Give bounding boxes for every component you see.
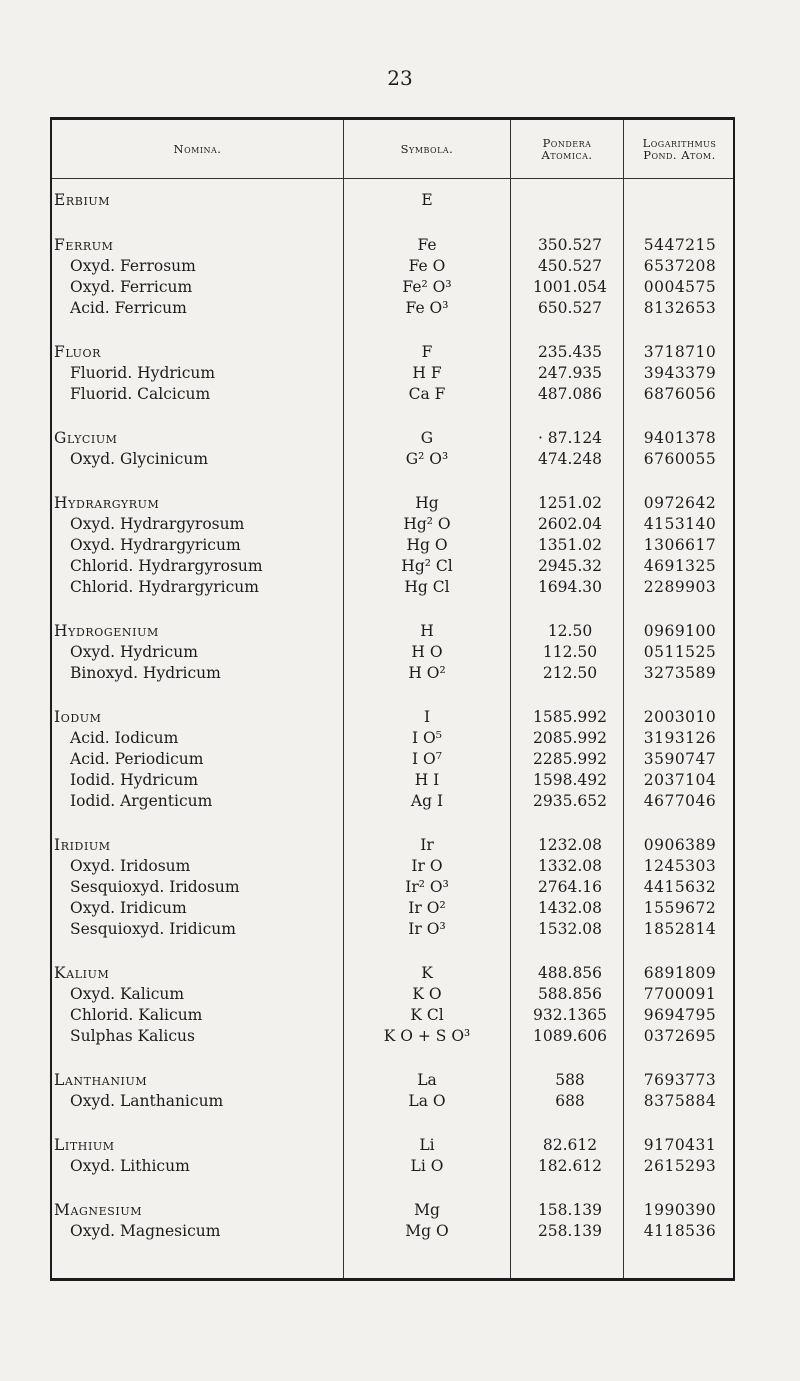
table-row [52,514,733,535]
row-name: Oxyd. Glycinicum [70,450,209,468]
row-name: Acid. Ferricum [70,299,187,317]
row-logarithm: 7693773 [643,1071,717,1089]
row-logarithm: 3943379 [643,364,717,382]
row-symbol: G [420,429,434,447]
row-atomic-weight: 2085.992 [533,729,607,747]
row-symbol: H F [412,364,442,382]
row-symbol: I O⁷ [412,750,442,768]
row-name: Kalium [54,964,110,982]
row-logarithm: 6876056 [643,385,717,403]
row-name: Oxyd. Hydricum [70,643,198,661]
row-symbol: Fe O³ [405,299,449,317]
row-logarithm: 8375884 [643,1092,717,1110]
row-atomic-weight: 932.1365 [533,1006,607,1024]
row-atomic-weight: 688 [555,1092,585,1110]
row-symbol: Ir [420,836,434,854]
header-symbola: Symbola. [400,142,454,156]
row-name: Acid. Iodicum [70,729,179,747]
table-row [52,663,733,684]
row-logarithm: 7700091 [643,985,717,1003]
row-logarithm: 9694795 [643,1006,717,1024]
row-name: Sulphas Kalicus [70,1027,195,1045]
row-logarithm: 2615293 [643,1157,717,1175]
row-atomic-weight: 2285.992 [533,750,607,768]
row-symbol: Fe O [408,257,446,275]
row-name: Oxyd. Ferrosum [70,257,196,275]
row-symbol: F [421,343,433,361]
table-row [52,1070,733,1091]
row-symbol: H I [414,771,440,789]
row-atomic-weight: 212.50 [542,664,598,682]
row-logarithm: 5447215 [643,236,717,254]
row-logarithm: 2037104 [643,771,717,789]
table-row [52,342,733,363]
row-name: Iodid. Hydricum [70,771,199,789]
table-row [52,1156,733,1177]
table-row [52,770,733,791]
row-atomic-weight: 1432.08 [537,899,603,917]
row-atomic-weight: 247.935 [537,364,603,382]
row-logarithm: 8132653 [643,299,717,317]
table-row [52,749,733,770]
row-symbol: Ir O² [408,899,446,917]
row-name: Oxyd. Iridicum [70,899,187,917]
row-symbol: K O + S O³ [383,1027,471,1045]
row-symbol: Ag I [410,792,444,810]
row-name: Lithium [54,1136,115,1154]
row-atomic-weight: 2602.04 [537,515,603,533]
row-symbol: Fe² O³ [402,278,452,296]
row-logarithm: 6537208 [643,257,717,275]
table-row [52,1221,733,1242]
row-atomic-weight: 1089.606 [533,1027,607,1045]
table-row [52,728,733,749]
row-atomic-weight: 2935.652 [533,792,607,810]
row-name: Chlorid. Hydrargyricum [70,578,259,596]
row-name: Fluor [54,343,102,361]
table-row [52,835,733,856]
row-name: Sesquioxyd. Iridosum [70,878,240,896]
row-logarithm: 4153140 [643,515,717,533]
table-row [52,984,733,1005]
row-name: Oxyd. Kalicum [70,985,185,1003]
table-row [52,1026,733,1047]
row-symbol: H [420,622,434,640]
row-name: Chlorid. Hydrargyrosum [70,557,263,575]
table-row [52,363,733,384]
row-logarithm: 2003010 [643,708,717,726]
row-symbol: Ca F [408,385,446,403]
row-logarithm: 1306617 [643,536,717,554]
row-logarithm: 1990390 [643,1201,717,1219]
row-atomic-weight: 488.856 [537,964,603,982]
row-atomic-weight: 1532.08 [537,920,603,938]
row-symbol: H O² [408,664,446,682]
row-name: Binoxyd. Hydricum [70,664,221,682]
table-row [52,256,733,277]
row-symbol: La O [408,1092,446,1110]
row-symbol: Hg [415,494,439,512]
row-symbol: Fe [417,236,437,254]
row-name: Fluorid. Hydricum [70,364,216,382]
row-name: Oxyd. Lithicum [70,1157,190,1175]
row-symbol: Mg [414,1201,440,1219]
header-divider [52,178,733,179]
row-symbol: K O [412,985,442,1003]
row-name: Erbium [54,191,111,209]
row-atomic-weight: 258.139 [537,1222,603,1240]
row-name: Magnesium [54,1201,143,1219]
table-row [52,1091,733,1112]
row-name: Hydrargyrum [54,494,160,512]
table-row [52,384,733,405]
row-atomic-weight: 588 [555,1071,585,1089]
row-logarithm: 1245303 [643,857,717,875]
table-row [52,298,733,319]
row-logarithm: 3193126 [643,729,717,747]
row-logarithm: 6891809 [643,964,717,982]
header-logarithmus: Logarithmus Pond. Atom. [642,136,717,162]
row-name: Oxyd. Hydrargyricum [70,536,241,554]
row-atomic-weight: 474.248 [537,450,603,468]
row-atomic-weight: 350.527 [537,236,603,254]
row-atomic-weight: 158.139 [537,1201,603,1219]
row-atomic-weight: 487.086 [537,385,603,403]
row-logarithm: 4415632 [643,878,717,896]
table-row [52,1005,733,1026]
row-atomic-weight: 588.856 [537,985,603,1003]
table-row [52,235,733,256]
table-row [52,898,733,919]
row-atomic-weight: 182.612 [537,1157,603,1175]
row-symbol: I [423,708,431,726]
row-symbol: G² O³ [405,450,449,468]
row-symbol: K [421,964,433,982]
table-row [52,621,733,642]
table-row [52,1200,733,1221]
atomic-weights-table [50,117,735,1281]
row-symbol: I O⁵ [412,729,442,747]
row-name: Iridium [54,836,111,854]
row-symbol: Li O [410,1157,444,1175]
row-name: Sesquioxyd. Iridicum [70,920,236,938]
row-atomic-weight: 12.50 [547,622,593,640]
table-row [52,556,733,577]
row-symbol: Mg O [405,1222,449,1240]
row-atomic-weight: 1232.08 [537,836,603,854]
row-logarithm: 0372695 [643,1027,717,1045]
table-row [52,577,733,598]
table-row [52,535,733,556]
row-logarithm: 3718710 [643,343,717,361]
row-logarithm: 0511525 [643,643,717,661]
row-symbol: E [421,191,433,209]
row-logarithm: 0906389 [643,836,717,854]
table-row [52,428,733,449]
row-name: Iodum [54,708,102,726]
row-name: Acid. Periodicum [70,750,204,768]
row-atomic-weight: 450.527 [537,257,603,275]
table-row [52,856,733,877]
page-number: 23 [387,66,413,90]
row-logarithm: 0004575 [643,278,717,296]
row-logarithm: 6760055 [643,450,717,468]
table-row [52,963,733,984]
table-row [52,791,733,812]
row-atomic-weight: 1585.992 [533,708,607,726]
table-row [52,642,733,663]
header-nomina: Nomina. [173,142,222,156]
header-pondera: Pondera Atomica. [541,136,593,162]
row-symbol: H O [411,643,443,661]
row-name: Hydrogenium [54,622,159,640]
row-symbol: Li [419,1136,435,1154]
row-logarithm: 0972642 [643,494,717,512]
row-atomic-weight: 1001.054 [533,278,607,296]
row-name: Chlorid. Kalicum [70,1006,203,1024]
row-atomic-weight: 1251.02 [537,494,603,512]
row-atomic-weight: 1598.492 [533,771,607,789]
row-symbol: Ir O³ [408,920,446,938]
row-logarithm: 1852814 [643,920,717,938]
table-row [52,919,733,940]
row-logarithm: 4691325 [643,557,717,575]
row-name: Lanthanium [54,1071,148,1089]
row-symbol: La [417,1071,437,1089]
table-row [52,449,733,470]
row-logarithm: 3590747 [643,750,717,768]
row-atomic-weight: 2764.16 [537,878,603,896]
row-atomic-weight: · 87.124 [537,429,603,447]
table-row [52,1135,733,1156]
row-name: Oxyd. Ferricum [70,278,193,296]
table-row [52,877,733,898]
table-row [52,190,733,211]
table-row [52,277,733,298]
row-symbol: Hg² O [403,515,451,533]
row-atomic-weight: 235.435 [537,343,603,361]
row-logarithm: 3273589 [643,664,717,682]
row-name: Iodid. Argenticum [70,792,213,810]
row-logarithm: 1559672 [643,899,717,917]
row-atomic-weight: 82.612 [542,1136,598,1154]
row-name: Fluorid. Calcicum [70,385,211,403]
row-atomic-weight: 1332.08 [537,857,603,875]
row-logarithm: 4118536 [643,1222,717,1240]
row-atomic-weight: 1351.02 [537,536,603,554]
row-name: Oxyd. Hydrargyrosum [70,515,245,533]
row-symbol: Hg² Cl [401,557,453,575]
table-row [52,493,733,514]
row-logarithm: 9170431 [643,1136,717,1154]
table-row [52,707,733,728]
row-logarithm: 4677046 [643,792,717,810]
row-atomic-weight: 1694.30 [537,578,603,596]
row-symbol: Hg O [406,536,448,554]
row-atomic-weight: 2945.32 [537,557,603,575]
row-name: Oxyd. Magnesicum [70,1222,221,1240]
row-logarithm: 9401378 [643,429,717,447]
row-logarithm: 0969100 [643,622,717,640]
row-symbol: K Cl [410,1006,444,1024]
row-logarithm: 2289903 [643,578,717,596]
row-atomic-weight: 112.50 [542,643,598,661]
row-symbol: Ir² O³ [405,878,449,896]
row-symbol: Ir O [411,857,443,875]
row-name: Ferrum [54,236,114,254]
row-atomic-weight: 650.527 [537,299,603,317]
row-name: Glycium [54,429,118,447]
row-name: Oxyd. Iridosum [70,857,191,875]
row-symbol: Hg Cl [404,578,450,596]
row-name: Oxyd. Lanthanicum [70,1092,224,1110]
